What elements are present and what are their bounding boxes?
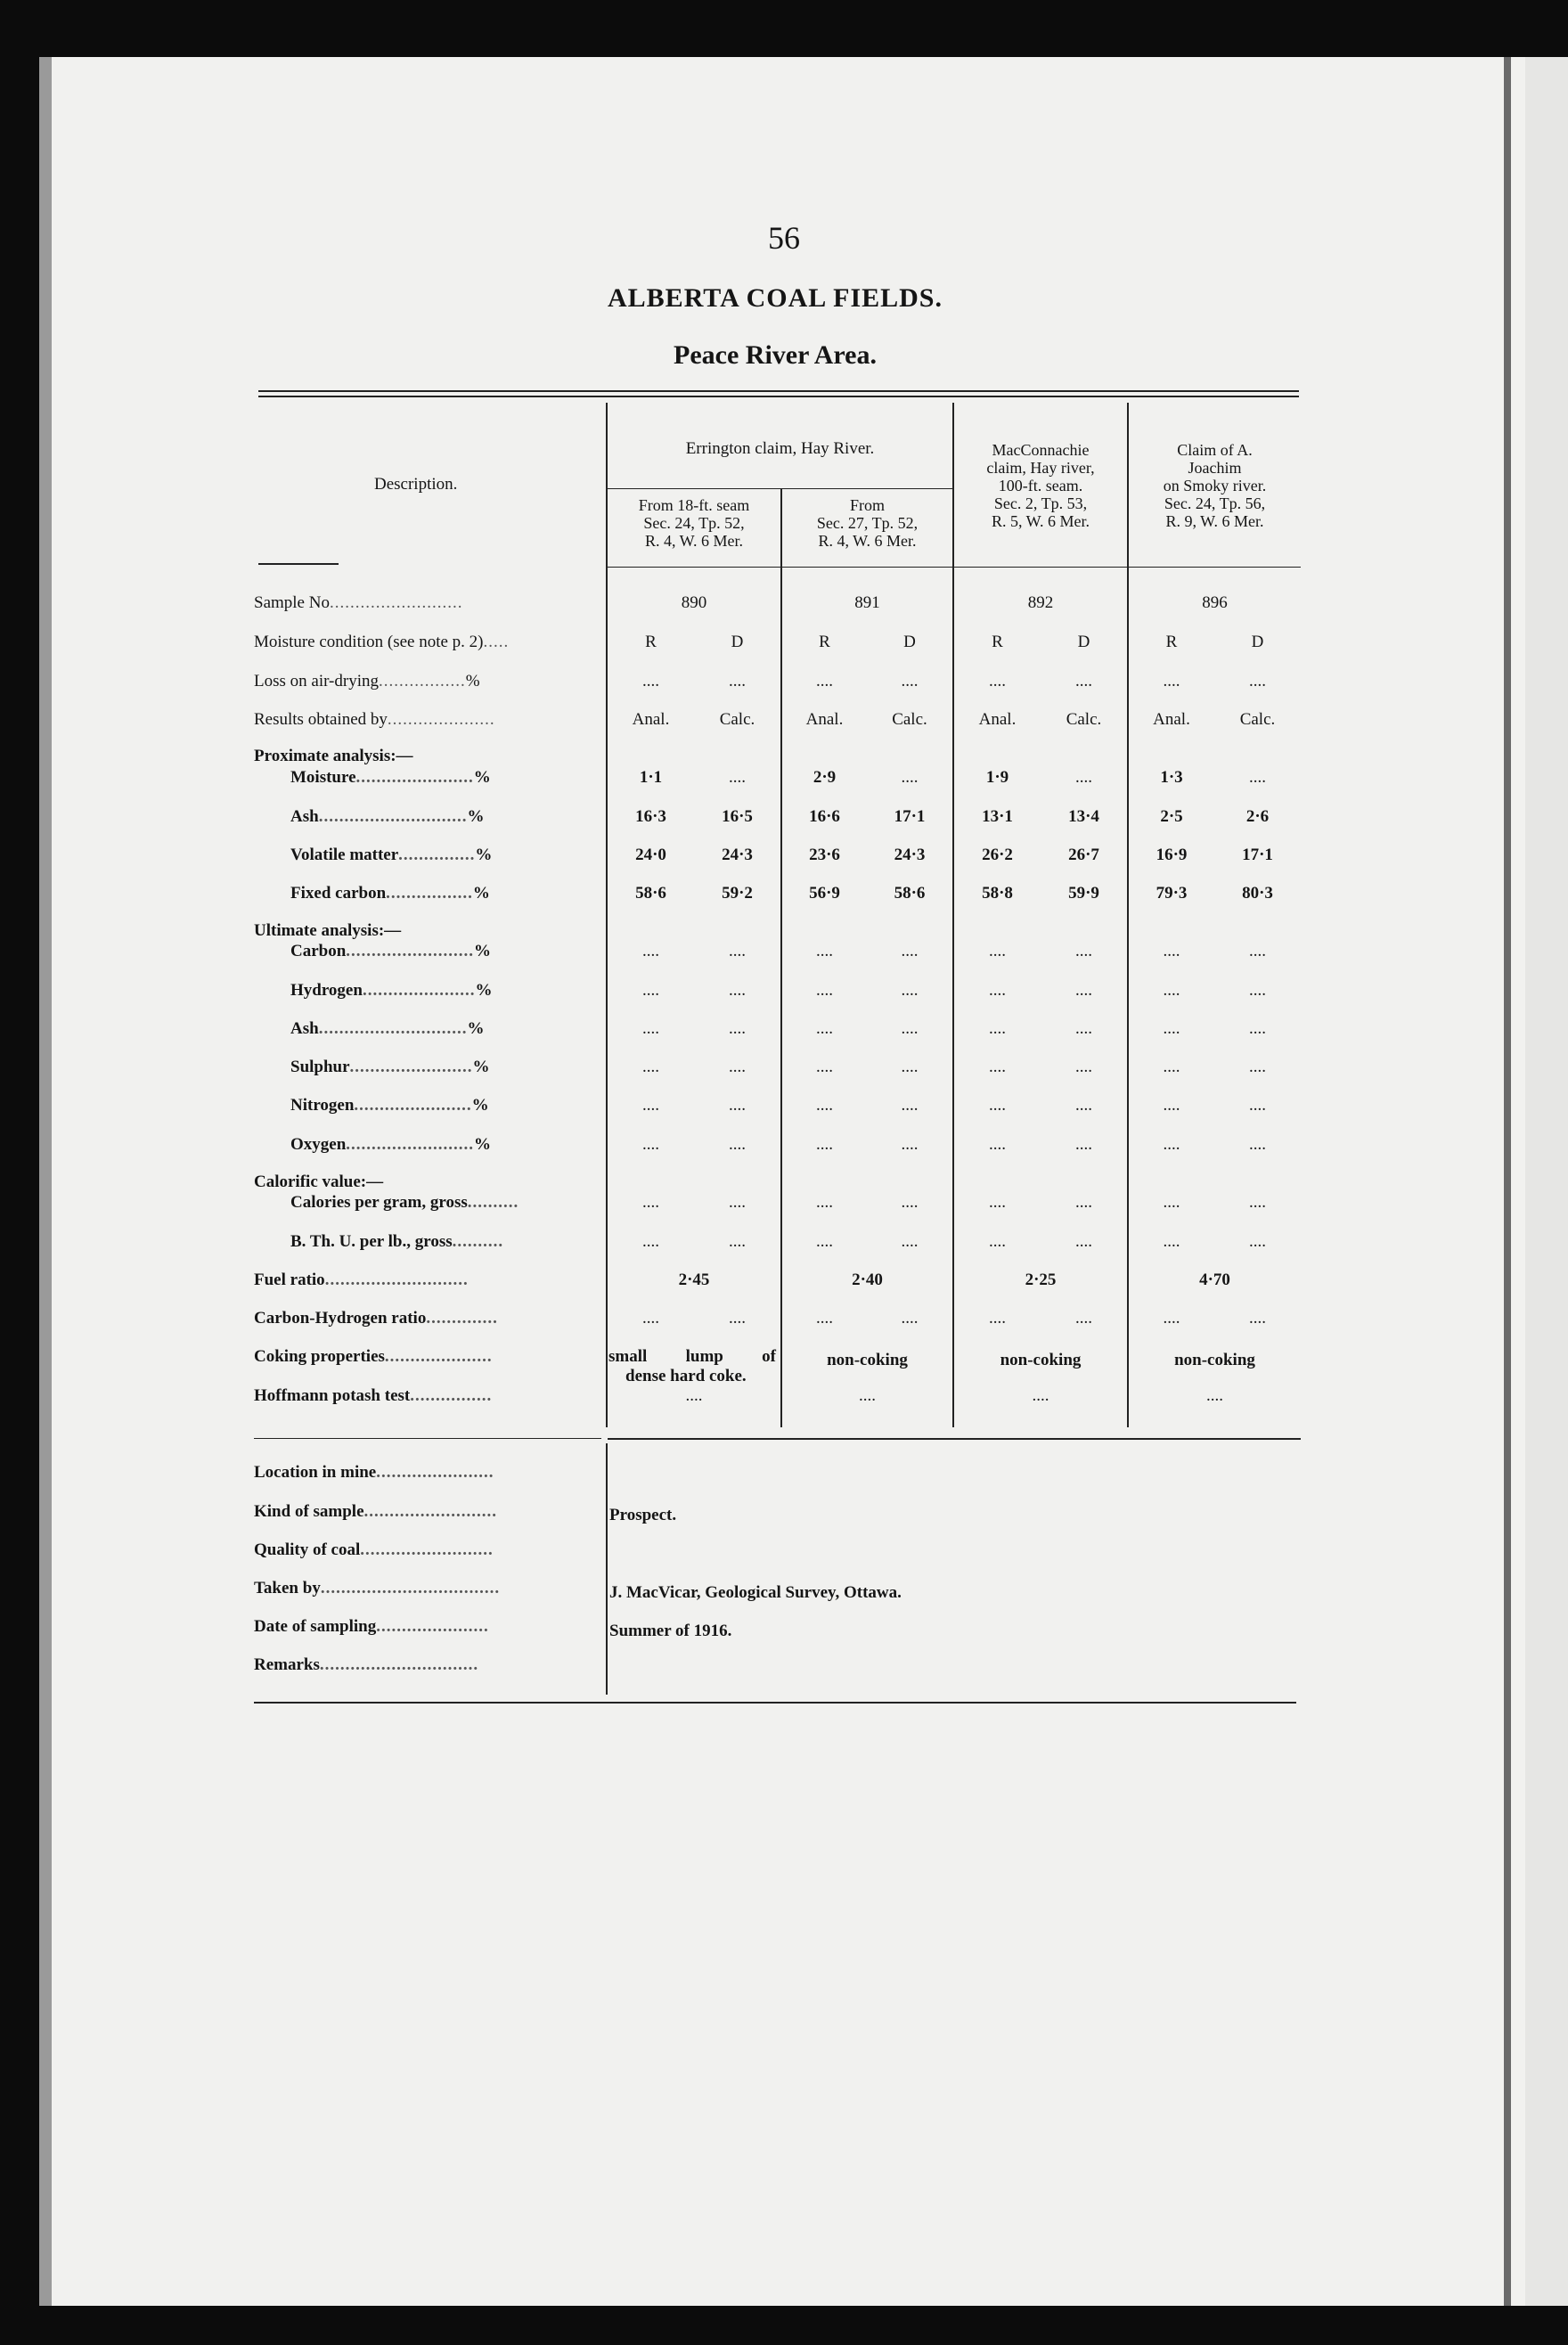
ash-value: 2·5: [1160, 807, 1183, 826]
coking-value: non-coking: [827, 1351, 908, 1369]
ash-value: 17·1: [894, 807, 926, 826]
blank-cell: ....: [1075, 1019, 1092, 1038]
moisture-code: R: [645, 633, 657, 651]
label-oxygen: Oxygen.........................%: [290, 1135, 492, 1154]
blank-cell: ....: [901, 1019, 919, 1038]
volatile-value: 26·2: [982, 846, 1013, 864]
blank-cell: ....: [901, 1309, 919, 1328]
blank-cell: ....: [729, 981, 746, 1000]
volatile-value: 24·0: [635, 846, 666, 864]
ash-value: 2·6: [1245, 807, 1270, 826]
blank-cell: ....: [816, 942, 833, 960]
ash-value: 16·3: [635, 807, 666, 826]
blank-cell: ....: [1249, 1058, 1266, 1076]
taken-by-value: J. MacVicar, Geological Survey, Ottawa.: [609, 1583, 902, 1602]
blank-cell: ....: [1075, 1232, 1092, 1251]
moisture-value: ....: [1249, 768, 1266, 787]
ash-value: 13·4: [1068, 807, 1099, 826]
blank-cell: ....: [729, 1096, 746, 1115]
blank-cell: ....: [1249, 1096, 1266, 1115]
fixed-carbon-value: 58·6: [894, 884, 926, 903]
blank-cell: ....: [1075, 1193, 1092, 1212]
label-ultimate: Ultimate analysis:—: [254, 921, 402, 940]
blank-cell: ....: [729, 1019, 746, 1038]
blank-cell: ....: [989, 942, 1006, 960]
blank-cell: ....: [642, 942, 659, 960]
blank-cell: ....: [1249, 1135, 1266, 1154]
results-method: Anal.: [978, 710, 1017, 729]
label-moisture-condition: Moisture condition (see note p. 2).....: [254, 633, 510, 651]
label-kind-of-sample: Kind of sample..........................: [254, 1502, 498, 1521]
blank-cell: ....: [1249, 1193, 1266, 1212]
volatile-value: 17·1: [1242, 846, 1273, 864]
mid-rule-right: [608, 1438, 1301, 1440]
moisture-value: 1·9: [985, 768, 1009, 787]
blank-cell: ....: [901, 1096, 919, 1115]
moisture-code: D: [903, 633, 916, 651]
blank-cell: ....: [816, 1058, 833, 1076]
blank-cell: ....: [1249, 942, 1266, 960]
errington-header: Errington claim, Hay River.: [685, 439, 875, 458]
date-of-sampling-value: Summer of 1916.: [609, 1622, 732, 1640]
blank-cell: ....: [642, 1019, 659, 1038]
label-carbon-hydrogen-ratio: Carbon-Hydrogen ratio..............: [254, 1309, 498, 1328]
moisture-value: ....: [1075, 768, 1092, 787]
blank-cell: ....: [729, 1232, 746, 1251]
page-subtitle: Peace River Area.: [674, 340, 877, 370]
blank-cell: ....: [989, 672, 1006, 690]
sample-no: 892: [1027, 593, 1054, 612]
sample-no: 891: [854, 593, 880, 612]
mid-rule-left: [254, 1438, 601, 1439]
results-method: Anal.: [1153, 710, 1190, 729]
fixed-carbon-value: 59·2: [722, 884, 753, 903]
ash-value: 16·5: [722, 807, 753, 826]
blank-cell: ....: [642, 1058, 659, 1076]
volatile-value: 26·7: [1068, 846, 1099, 864]
blank-cell: ....: [816, 1096, 833, 1115]
errington-rule: [608, 488, 952, 489]
ash-value: 16·6: [809, 807, 840, 826]
page-number: 56: [768, 220, 800, 256]
label-calorific: Calorific value:—: [254, 1172, 384, 1191]
label-fuel-ratio: Fuel ratio............................: [254, 1271, 469, 1289]
volatile-value: 24·3: [894, 846, 926, 864]
blank-cell: ....: [816, 1193, 833, 1212]
col4-header: Claim of A. Joachim on Smoky river. Sec. 24, Tp. 56, R. 9, W. 6 Mer.: [1163, 441, 1267, 530]
book-spine: [1504, 57, 1511, 2306]
blank-cell: ....: [685, 1386, 703, 1405]
blank-cell: ....: [729, 1309, 746, 1328]
blank-cell: ....: [989, 1058, 1006, 1076]
fuel-ratio-value: 2·45: [678, 1271, 710, 1289]
label-quality-of-coal: Quality of coal..........................: [254, 1540, 494, 1559]
label-coking-properties: Coking properties.....................: [254, 1347, 493, 1366]
desc-short-rule: [258, 563, 339, 565]
col3-header: MacConnachie claim, Hay river, 100-ft. seam. Sec. 2, Tp. 53, R. 5, W. 6 Mer.: [986, 441, 1095, 530]
next-page-edge: [1525, 57, 1568, 2306]
moisture-value: ....: [729, 768, 746, 787]
label-hoffmann: Hoffmann potash test................: [254, 1386, 493, 1405]
blank-cell: ....: [1163, 1193, 1180, 1212]
results-method: Calc.: [1239, 710, 1276, 729]
moisture-code: R: [992, 633, 1003, 651]
blank-cell: ....: [642, 1232, 659, 1251]
blank-cell: ....: [1206, 1386, 1223, 1405]
blank-cell: ....: [642, 672, 659, 690]
moisture-value: 1·1: [639, 768, 663, 787]
coking-col1-line2: dense hard coke.: [625, 1367, 747, 1385]
blank-cell: ....: [1075, 1135, 1092, 1154]
label-ash: Ash.............................%: [290, 807, 485, 826]
blank-cell: ....: [642, 981, 659, 1000]
header-bottom-rule: [608, 567, 1301, 568]
volatile-value: 16·9: [1156, 846, 1188, 864]
blank-cell: ....: [729, 1058, 746, 1076]
blank-cell: ....: [1163, 1096, 1180, 1115]
label-proximate: Proximate analysis:—: [254, 747, 413, 765]
blank-cell: ....: [989, 1019, 1006, 1038]
label-results-obtained-by: Results obtained by.....................: [254, 710, 495, 729]
volatile-value: 24·3: [722, 846, 753, 864]
blank-cell: ....: [1249, 1232, 1266, 1251]
col1-header: From 18-ft. seam Sec. 24, Tp. 52, R. 4, W. 6 Mer.: [638, 496, 750, 550]
blank-cell: ....: [1075, 672, 1092, 690]
blank-cell: ....: [816, 1135, 833, 1154]
blank-cell: ....: [989, 1232, 1006, 1251]
description-header: Description.: [374, 475, 458, 494]
blank-cell: ....: [816, 1309, 833, 1328]
fixed-carbon-value: 79·3: [1156, 884, 1188, 903]
label-taken-by: Taken by...................................: [254, 1579, 501, 1597]
blank-cell: ....: [642, 1309, 659, 1328]
blank-cell: ....: [1163, 672, 1180, 690]
blank-cell: ....: [816, 1019, 833, 1038]
label-fixed-carbon: Fixed carbon.................%: [290, 884, 490, 903]
top-rule-1: [258, 390, 1299, 392]
moisture-code: D: [731, 633, 744, 651]
moisture-code: D: [1077, 633, 1090, 651]
moisture-code: R: [819, 633, 830, 651]
label-sulphur: Sulphur........................%: [290, 1058, 490, 1076]
vline-footer: [606, 1443, 608, 1695]
label-remarks: Remarks...............................: [254, 1655, 479, 1674]
fuel-ratio-value: 2·40: [852, 1271, 883, 1289]
moisture-value: 1·3: [1160, 768, 1183, 787]
blank-cell: ....: [1249, 1019, 1266, 1038]
label-location-in-mine: Location in mine.......................: [254, 1463, 494, 1482]
blank-cell: ....: [901, 981, 919, 1000]
blank-cell: ....: [1163, 1135, 1180, 1154]
blank-cell: ....: [729, 672, 746, 690]
coking-col1-line1: small lump of: [608, 1347, 776, 1366]
blank-cell: ....: [1075, 942, 1092, 960]
label-moisture: Moisture.......................%: [290, 768, 491, 787]
blank-cell: ....: [901, 1232, 919, 1251]
blank-cell: ....: [901, 1135, 919, 1154]
blank-cell: ....: [1163, 1058, 1180, 1076]
blank-cell: ....: [901, 942, 919, 960]
label-calories: Calories per gram, gross..........: [290, 1193, 519, 1212]
fixed-carbon-value: 58·6: [635, 884, 666, 903]
blank-cell: ....: [729, 1193, 746, 1212]
moisture-value: 2·9: [813, 768, 837, 787]
results-method: Calc.: [892, 710, 927, 729]
label-nitrogen: Nitrogen.......................%: [290, 1096, 489, 1115]
label-loss-on-air-drying: Loss on air-drying.................%: [254, 672, 480, 690]
fixed-carbon-value: 56·9: [809, 884, 840, 903]
blank-cell: ....: [1075, 981, 1092, 1000]
fuel-ratio-value: 2·25: [1025, 1271, 1057, 1289]
blank-cell: ....: [901, 1058, 919, 1076]
label-date-of-sampling: Date of sampling......................: [254, 1617, 489, 1636]
blank-cell: ....: [1032, 1386, 1049, 1405]
blank-cell: ....: [1163, 1019, 1180, 1038]
blank-cell: ....: [989, 1135, 1006, 1154]
blank-cell: ....: [1075, 1096, 1092, 1115]
top-rule-2: [258, 396, 1299, 397]
blank-cell: ....: [1249, 1309, 1266, 1328]
blank-cell: ....: [901, 672, 919, 690]
blank-cell: ....: [642, 1193, 659, 1212]
moisture-code: R: [1165, 633, 1178, 651]
volatile-value: 23·6: [809, 846, 840, 864]
blank-cell: ....: [989, 981, 1006, 1000]
coking-value: non-coking: [1000, 1351, 1082, 1369]
moisture-code: D: [1251, 633, 1264, 651]
sample-no: 890: [681, 593, 707, 612]
kind-of-sample-value: Prospect.: [609, 1506, 677, 1524]
blank-cell: ....: [989, 1309, 1006, 1328]
results-method: Anal.: [632, 710, 670, 729]
moisture-value: ....: [901, 768, 919, 787]
label-carbon: Carbon.........................%: [290, 942, 492, 960]
blank-cell: ....: [816, 981, 833, 1000]
blank-cell: ....: [989, 1096, 1006, 1115]
blank-cell: ....: [1249, 672, 1266, 690]
label-hydrogen: Hydrogen......................%: [290, 981, 493, 1000]
blank-cell: ....: [1075, 1058, 1092, 1076]
page-title: ALBERTA COAL FIELDS.: [608, 283, 943, 313]
results-method: Calc.: [1066, 710, 1102, 729]
blank-cell: ....: [1163, 981, 1180, 1000]
fixed-carbon-value: 58·8: [982, 884, 1013, 903]
blank-cell: ....: [1075, 1309, 1092, 1328]
blank-cell: ....: [1163, 1309, 1180, 1328]
ash-value: 13·1: [982, 807, 1013, 826]
blank-cell: ....: [642, 1096, 659, 1115]
fuel-ratio-value: 4·70: [1199, 1271, 1230, 1289]
blank-cell: ....: [1249, 981, 1266, 1000]
label-ash-ultimate: Ash.............................%: [290, 1019, 485, 1038]
blank-cell: ....: [816, 672, 833, 690]
blank-cell: ....: [642, 1135, 659, 1154]
blank-cell: ....: [859, 1386, 876, 1405]
label-btu: B. Th. U. per lb., gross..........: [290, 1232, 504, 1251]
results-method: Anal.: [805, 710, 844, 729]
fixed-carbon-value: 59·9: [1068, 884, 1099, 903]
results-method: Calc.: [719, 710, 755, 729]
blank-cell: ....: [729, 1135, 746, 1154]
blank-cell: ....: [901, 1193, 919, 1212]
blank-cell: ....: [1163, 1232, 1180, 1251]
blank-cell: ....: [989, 1193, 1006, 1212]
blank-cell: ....: [816, 1232, 833, 1251]
label-volatile-matter: Volatile matter...............%: [290, 846, 493, 864]
col2-header: From Sec. 27, Tp. 52, R. 4, W. 6 Mer.: [816, 496, 919, 550]
coking-value: non-coking: [1174, 1351, 1255, 1369]
fixed-carbon-value: 80·3: [1242, 884, 1273, 903]
bottom-rule: [254, 1702, 1296, 1704]
blank-cell: ....: [1163, 942, 1180, 960]
label-sample-no: Sample No..........................: [254, 593, 463, 612]
sample-no: 896: [1202, 593, 1228, 612]
blank-cell: ....: [729, 942, 746, 960]
